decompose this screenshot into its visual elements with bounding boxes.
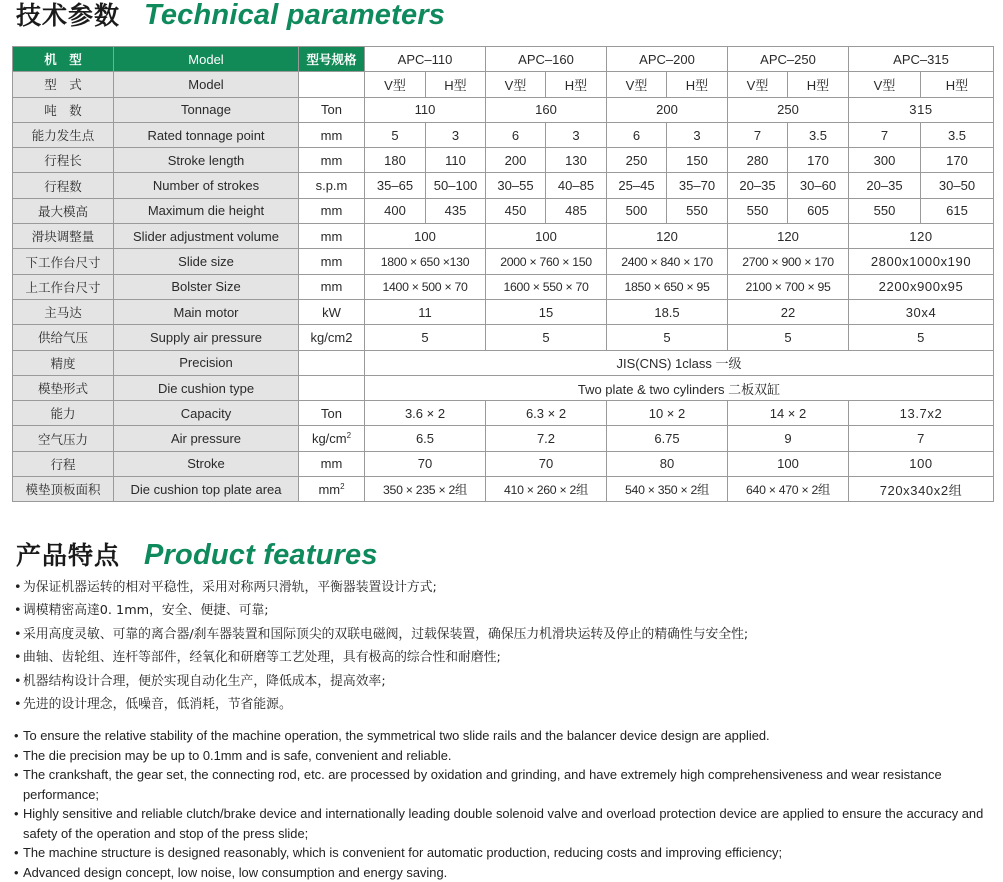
type-v-cell: V型 bbox=[849, 72, 921, 97]
feature-item: • The die precision may be up to 0.1mm and is safe, convenient and reliable. bbox=[14, 746, 989, 766]
row-cn-label: 行程数 bbox=[13, 173, 114, 198]
unit-text: kg/cm bbox=[311, 431, 347, 447]
type-v-cell: V型 bbox=[607, 72, 667, 97]
features-list-en bbox=[14, 726, 989, 882]
value-cell: 30x4 bbox=[849, 299, 994, 324]
feature-item: • 为保证机器运转的相对平稳性，采用对称两只滑轨，平衡器装置设计方式; bbox=[14, 579, 989, 602]
row-en-label: Main motor bbox=[114, 299, 299, 324]
row-cn-label: 吨 数 bbox=[13, 97, 114, 122]
type-h-cell: H型 bbox=[921, 72, 994, 97]
header-en-cell: Model bbox=[114, 47, 299, 72]
value-cell: 410 × 260 × 2组 bbox=[486, 477, 607, 502]
type-h-cell: H型 bbox=[546, 72, 607, 97]
row-unit bbox=[299, 224, 365, 249]
value-cell: 1850 × 650 × 95 bbox=[607, 274, 728, 299]
row-en-label: Die cushion type bbox=[114, 375, 299, 400]
unit-superscript: 2 bbox=[346, 431, 352, 441]
value-cell: 5 bbox=[365, 325, 486, 350]
feature-item: • The crankshaft, the gear set, the connecting rod, etc. are processed by oxidation and grinding, and have extremely high comprehensiveness and wear resistance performance; bbox=[14, 765, 989, 804]
table-row bbox=[13, 122, 994, 147]
table-row bbox=[13, 375, 994, 400]
value-cell: 20–35 bbox=[728, 173, 788, 198]
table-row bbox=[13, 97, 994, 122]
row-en-label: Model bbox=[114, 72, 299, 97]
unit-text: Ton bbox=[321, 102, 342, 118]
model-header-cell: APC–315 bbox=[849, 47, 994, 72]
row-cn-label: 精度 bbox=[13, 350, 114, 375]
value-cell: 6 bbox=[486, 122, 546, 147]
value-cell: 280 bbox=[728, 148, 788, 173]
value-cell: 18.5 bbox=[607, 299, 728, 324]
value-cell: 10 × 2 bbox=[607, 401, 728, 426]
row-en-label: Air pressure bbox=[114, 426, 299, 451]
heading-cn: 产品特点 bbox=[16, 541, 121, 570]
value-cell: 170 bbox=[921, 148, 994, 173]
feature-item: • The machine structure is designed reasonably, which is convenient for automatic production, reducing costs and improving efficiency; bbox=[14, 843, 989, 863]
row-cn-label: 行程长 bbox=[13, 148, 114, 173]
unit-text: mm bbox=[320, 279, 343, 295]
model-header-cell: APC–250 bbox=[728, 47, 849, 72]
row-en-label: Stroke bbox=[114, 451, 299, 476]
row-en-label: Stroke length bbox=[114, 148, 299, 173]
value-cell: 7 bbox=[849, 122, 921, 147]
row-cn-label: 上工作台尺寸 bbox=[13, 274, 114, 299]
value-cell: 7 bbox=[849, 426, 994, 451]
type-row bbox=[13, 72, 994, 97]
feature-item: • 调模精密高達0. 1mm，安全、便捷、可靠; bbox=[14, 602, 989, 625]
value-cell: 100 bbox=[849, 451, 994, 476]
row-unit bbox=[299, 173, 365, 198]
row-cn-label: 供给气压 bbox=[13, 325, 114, 350]
row-en-label: Rated tonnage point bbox=[114, 122, 299, 147]
product-features-heading bbox=[16, 536, 378, 572]
row-unit bbox=[299, 401, 365, 426]
value-cell: 100 bbox=[365, 224, 486, 249]
model-header-cell: APC–110 bbox=[365, 47, 486, 72]
value-cell: 160 bbox=[486, 97, 607, 122]
row-en-label: Supply air pressure bbox=[114, 325, 299, 350]
value-cell: 110 bbox=[426, 148, 486, 173]
value-cell: 15 bbox=[486, 299, 607, 324]
value-cell: 2100 × 700 × 95 bbox=[728, 274, 849, 299]
value-cell: 30–55 bbox=[486, 173, 546, 198]
value-cell: 7 bbox=[728, 122, 788, 147]
unit-text: Ton bbox=[321, 405, 342, 421]
type-h-cell: H型 bbox=[667, 72, 728, 97]
table-row bbox=[13, 249, 994, 274]
value-cell: 40–85 bbox=[546, 173, 607, 198]
value-cell: 3 bbox=[426, 122, 486, 147]
value-cell: 615 bbox=[921, 198, 994, 223]
table-row bbox=[13, 198, 994, 223]
value-cell: 130 bbox=[546, 148, 607, 173]
unit-text: mm bbox=[320, 228, 343, 244]
unit-text: mm bbox=[320, 254, 343, 270]
model-header-cell: APC–160 bbox=[486, 47, 607, 72]
row-unit bbox=[299, 299, 365, 324]
row-cn-label: 模垫顶板面积 bbox=[13, 477, 114, 502]
type-h-cell: H型 bbox=[426, 72, 486, 97]
value-cell: 3.5 bbox=[788, 122, 849, 147]
unit-text: mm bbox=[320, 203, 343, 219]
value-cell: 485 bbox=[546, 198, 607, 223]
row-en-label: Tonnage bbox=[114, 97, 299, 122]
merged-value-cell: JIS(CNS) 1class 一级 bbox=[365, 350, 994, 375]
header-cn-cell: 机 型 bbox=[13, 47, 114, 72]
row-en-label: Capacity bbox=[114, 401, 299, 426]
value-cell: 3 bbox=[667, 122, 728, 147]
value-cell: 120 bbox=[849, 224, 994, 249]
value-cell: 200 bbox=[486, 148, 546, 173]
table-row bbox=[13, 350, 994, 375]
value-cell: 30–50 bbox=[921, 173, 994, 198]
row-unit bbox=[299, 350, 365, 375]
row-cn-label: 最大模高 bbox=[13, 198, 114, 223]
row-unit bbox=[299, 72, 365, 97]
row-cn-label: 模垫形式 bbox=[13, 375, 114, 400]
heading-cn: 技术参数 bbox=[16, 1, 121, 30]
table-row bbox=[13, 274, 994, 299]
feature-item: • Advanced design concept, low noise, low consumption and energy saving. bbox=[14, 863, 989, 882]
value-cell: 5 bbox=[365, 122, 426, 147]
value-cell: 70 bbox=[486, 451, 607, 476]
value-cell: 250 bbox=[728, 97, 849, 122]
row-en-label: Number of strokes bbox=[114, 173, 299, 198]
value-cell: 14 × 2 bbox=[728, 401, 849, 426]
row-unit bbox=[299, 426, 365, 451]
row-cn-label: 能力发生点 bbox=[13, 122, 114, 147]
value-cell: 150 bbox=[667, 148, 728, 173]
row-en-label: Slider adjustment volume bbox=[114, 224, 299, 249]
row-cn-label: 行程 bbox=[13, 451, 114, 476]
value-cell: 100 bbox=[486, 224, 607, 249]
value-cell: 1600 × 550 × 70 bbox=[486, 274, 607, 299]
value-cell: 550 bbox=[667, 198, 728, 223]
type-v-cell: V型 bbox=[365, 72, 426, 97]
unit-text: mm bbox=[318, 481, 341, 497]
value-cell: 3.5 bbox=[921, 122, 994, 147]
value-cell: 170 bbox=[788, 148, 849, 173]
row-cn-label: 下工作台尺寸 bbox=[13, 249, 114, 274]
value-cell: 120 bbox=[728, 224, 849, 249]
value-cell: 2400 × 840 × 170 bbox=[607, 249, 728, 274]
table-row bbox=[13, 148, 994, 173]
value-cell: 435 bbox=[426, 198, 486, 223]
row-en-label: Slide size bbox=[114, 249, 299, 274]
value-cell: 200 bbox=[607, 97, 728, 122]
feature-item: • Highly sensitive and reliable clutch/brake device and internationally leading double solenoid valve and overload protection device are applied to ensure the accuracy and safety of the operation and stop of the press slide; bbox=[14, 804, 989, 843]
header-unit-cell: 型号规格 bbox=[299, 47, 365, 72]
value-cell: 3.6 × 2 bbox=[365, 401, 486, 426]
row-cn-label: 型 式 bbox=[13, 72, 114, 97]
value-cell: 2700 × 900 × 170 bbox=[728, 249, 849, 274]
unit-text: kg/cm2 bbox=[310, 329, 353, 345]
merged-value-cell: Two plate & two cylinders 二板双缸 bbox=[365, 375, 994, 400]
table-row bbox=[13, 401, 994, 426]
row-unit bbox=[299, 148, 365, 173]
value-cell: 35–65 bbox=[365, 173, 426, 198]
value-cell: 13.7x2 bbox=[849, 401, 994, 426]
feature-item: • 曲轴、齿轮组、连杆等部件，经氧化和研磨等工艺处理，具有极高的综合性和耐磨性; bbox=[14, 649, 989, 672]
table-row bbox=[13, 426, 994, 451]
value-cell: 35–70 bbox=[667, 173, 728, 198]
type-v-cell: V型 bbox=[728, 72, 788, 97]
value-cell: 1400 × 500 × 70 bbox=[365, 274, 486, 299]
table-row bbox=[13, 477, 994, 502]
value-cell: 540 × 350 × 2组 bbox=[607, 477, 728, 502]
table-row bbox=[13, 299, 994, 324]
value-cell: 6 bbox=[607, 122, 667, 147]
row-unit bbox=[299, 249, 365, 274]
value-cell: 7.2 bbox=[486, 426, 607, 451]
type-v-cell: V型 bbox=[486, 72, 546, 97]
value-cell: 2000 × 760 × 150 bbox=[486, 249, 607, 274]
row-en-label: Bolster Size bbox=[114, 274, 299, 299]
value-cell: 5 bbox=[849, 325, 994, 350]
row-cn-label: 空气压力 bbox=[13, 426, 114, 451]
table-row bbox=[13, 451, 994, 476]
table-header-row bbox=[13, 47, 994, 72]
value-cell: 30–60 bbox=[788, 173, 849, 198]
heading-en: Technical parameters bbox=[144, 0, 446, 31]
value-cell: 2200x900x95 bbox=[849, 274, 994, 299]
row-en-label: Maximum die height bbox=[114, 198, 299, 223]
value-cell: 550 bbox=[728, 198, 788, 223]
value-cell: 500 bbox=[607, 198, 667, 223]
value-cell: 350 × 235 × 2组 bbox=[365, 477, 486, 502]
value-cell: 22 bbox=[728, 299, 849, 324]
value-cell: 110 bbox=[365, 97, 486, 122]
unit-text: s.p.m bbox=[315, 178, 348, 194]
row-unit bbox=[299, 274, 365, 299]
value-cell: 180 bbox=[365, 148, 426, 173]
value-cell: 80 bbox=[607, 451, 728, 476]
value-cell: 315 bbox=[849, 97, 994, 122]
row-cn-label: 主马达 bbox=[13, 299, 114, 324]
row-unit bbox=[299, 325, 365, 350]
value-cell: 450 bbox=[486, 198, 546, 223]
value-cell: 3 bbox=[546, 122, 607, 147]
value-cell: 5 bbox=[728, 325, 849, 350]
unit-text: mm bbox=[320, 152, 343, 168]
row-unit bbox=[299, 451, 365, 476]
table-row bbox=[13, 173, 994, 198]
value-cell: 6.75 bbox=[607, 426, 728, 451]
unit-text: kW bbox=[322, 304, 341, 320]
model-header-cell: APC–200 bbox=[607, 47, 728, 72]
value-cell: 550 bbox=[849, 198, 921, 223]
value-cell: 300 bbox=[849, 148, 921, 173]
unit-superscript: 2 bbox=[340, 481, 345, 491]
unit-text: mm bbox=[320, 127, 343, 143]
value-cell: 20–35 bbox=[849, 173, 921, 198]
table-row bbox=[13, 325, 994, 350]
value-cell: 9 bbox=[728, 426, 849, 451]
technical-parameters-heading bbox=[16, 0, 445, 32]
value-cell: 6.5 bbox=[365, 426, 486, 451]
features-list-cn bbox=[14, 579, 989, 719]
feature-item: • 采用高度灵敏、可靠的离合器/刹车器装置和国际顶尖的双联电磁阀，过载保装置，确保压力机滑块运转及停止的精确性与安全性; bbox=[14, 626, 989, 649]
parameters-table bbox=[12, 46, 994, 502]
value-cell: 11 bbox=[365, 299, 486, 324]
value-cell: 70 bbox=[365, 451, 486, 476]
value-cell: 1800 × 650 ×130 bbox=[365, 249, 486, 274]
value-cell: 50–100 bbox=[426, 173, 486, 198]
value-cell: 5 bbox=[486, 325, 607, 350]
type-h-cell: H型 bbox=[788, 72, 849, 97]
row-cn-label: 滑块调整量 bbox=[13, 224, 114, 249]
value-cell: 400 bbox=[365, 198, 426, 223]
value-cell: 100 bbox=[728, 451, 849, 476]
value-cell: 720x340x2组 bbox=[849, 477, 994, 502]
feature-item: • To ensure the relative stability of the machine operation, the symmetrical two slide rails and the balancer device design are applied. bbox=[14, 726, 989, 746]
value-cell: 6.3 × 2 bbox=[486, 401, 607, 426]
value-cell: 605 bbox=[788, 198, 849, 223]
value-cell: 25–45 bbox=[607, 173, 667, 198]
table-row bbox=[13, 224, 994, 249]
row-unit bbox=[299, 198, 365, 223]
row-en-label: Precision bbox=[114, 350, 299, 375]
row-unit bbox=[299, 375, 365, 400]
value-cell: 640 × 470 × 2组 bbox=[728, 477, 849, 502]
value-cell: 250 bbox=[607, 148, 667, 173]
row-cn-label: 能力 bbox=[13, 401, 114, 426]
unit-text: mm bbox=[320, 456, 343, 472]
row-unit bbox=[299, 97, 365, 122]
row-en-label: Die cushion top plate area bbox=[114, 477, 299, 502]
value-cell: 2800x1000x190 bbox=[849, 249, 994, 274]
row-unit bbox=[299, 477, 365, 502]
row-unit bbox=[299, 122, 365, 147]
feature-item: • 机器结构设计合理，便於实现自动化生产，降低成本，提高效率; bbox=[14, 673, 989, 696]
heading-en: Product features bbox=[144, 539, 378, 571]
value-cell: 5 bbox=[607, 325, 728, 350]
value-cell: 120 bbox=[607, 224, 728, 249]
feature-item: • 先进的设计理念，低噪音，低消耗，节省能源。 bbox=[14, 696, 989, 719]
